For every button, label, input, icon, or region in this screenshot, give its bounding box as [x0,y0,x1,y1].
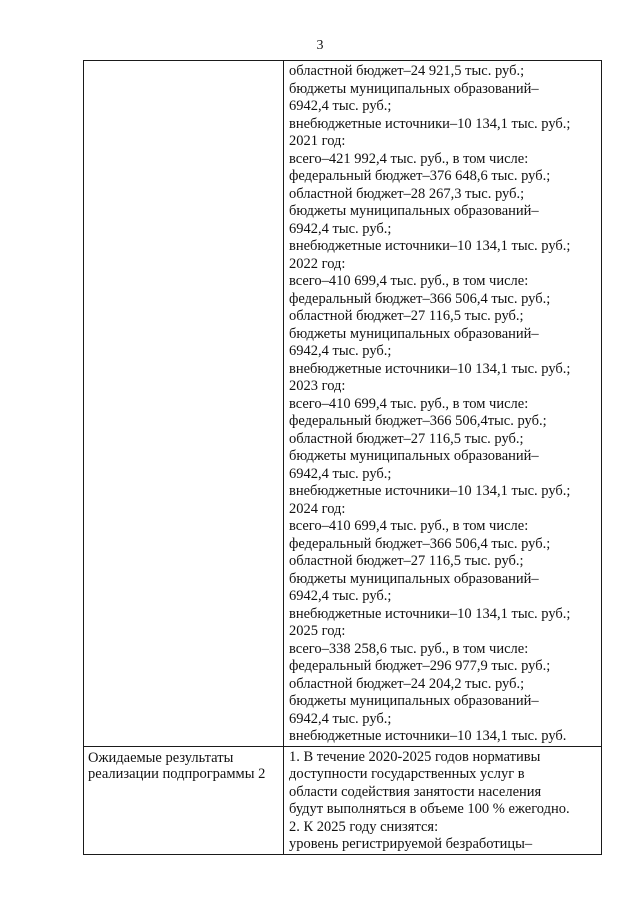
text-line: всего–338 258,6 тыс. руб., в том числе: [289,640,529,657]
text-line: областной бюджет–24 204,2 тыс. руб.; [289,675,525,692]
text-line: доступности государственных услуг в [289,766,525,782]
text-line: всего–410 699,4 тыс. руб., в том числе: [289,273,529,289]
text-line: всего–421 992,4 тыс. руб., в том числе: [289,150,529,167]
table-row-funding [84,61,602,747]
expected-results-lines [284,747,601,854]
text-line: будут выполняться в объеме 100 % ежегодно. [289,801,570,817]
text-line: бюджеты муниципальных образований– [289,80,539,97]
text-line: областной бюджет–27 116,5 тыс. руб.; [289,553,524,569]
text-line: 6942,4 тыс. руб.; [289,220,392,237]
text-line: областной бюджет–28 267,3 тыс. руб.; [289,185,525,202]
text-line: бюджеты муниципальных образований– [289,570,539,587]
table-cell-funding [284,61,602,747]
program-table [83,60,602,855]
table-cell-label-expected-results [84,746,284,854]
text-line: 2021 год: [289,133,346,149]
text-line: 2023 год: [289,378,346,394]
text-line: областной бюджет–27 116,5 тыс. руб.; [289,430,524,447]
text-line: 2025 год: [289,623,346,639]
text-line: федеральный бюджет–366 506,4 тыс. руб.; [289,535,551,552]
text-line: областной бюджет–27 116,5 тыс. руб.; [289,308,524,324]
text-line: 6942,4 тыс. руб.; [289,588,392,604]
text-line: федеральный бюджет–296 977,9 тыс. руб.; [289,658,551,674]
text-line: 6942,4 тыс. руб.; [289,343,392,359]
funding-lines [284,61,601,746]
text-line: внебюджетные источники–10 134,1 тыс. руб.; [289,360,571,377]
text-line: 1. В течение 2020-2025 годов нормативы [289,748,541,765]
text-line: бюджеты муниципальных образований– [289,448,539,464]
text-line: федеральный бюджет–366 506,4тыс. руб.; [289,413,547,429]
text-line: области содействия занятости населения [289,783,542,800]
table-cell-expected-results [284,746,602,854]
text-line: федеральный бюджет–376 648,6 тыс. руб.; [289,168,551,184]
text-line: внебюджетные источники–10 134,1 тыс. руб.; [289,115,571,132]
page-number: 3 [316,38,324,53]
text-line: 2. К 2025 году снизятся: [289,818,439,835]
text-line: внебюджетные источники–10 134,1 тыс. руб. [289,728,567,744]
expected-results-label: Ожидаемые результаты реализации подпрограммы 2 [88,749,266,782]
text-line: внебюджетные источники–10 134,1 тыс. руб.; [289,483,571,499]
text-line: 2024 год: [289,500,346,517]
text-line: 2022 год: [289,255,346,272]
table-cell-label-empty [84,61,284,747]
text-line: бюджеты муниципальных образований– [289,325,539,342]
text-line: 6942,4 тыс. руб.; [289,465,392,482]
text-line: 6942,4 тыс. руб.; [289,98,392,114]
text-line: 6942,4 тыс. руб.; [289,710,392,727]
text-line: федеральный бюджет–366 506,4 тыс. руб.; [289,290,551,307]
text-line: уровень регистрируемой безработицы– [289,836,533,852]
text-line: внебюджетные источники–10 134,1 тыс. руб.; [289,238,571,254]
text-line: областной бюджет–24 921,5 тыс. руб.; [289,63,525,79]
text-line: всего–410 699,4 тыс. руб., в том числе: [289,395,529,412]
text-line: всего–410 699,4 тыс. руб., в том числе: [289,518,529,534]
text-line: внебюджетные источники–10 134,1 тыс. руб.; [289,605,571,622]
text-line: бюджеты муниципальных образований– [289,693,539,709]
text-line: бюджеты муниципальных образований– [289,203,539,219]
table-row-expected-results [84,746,602,854]
